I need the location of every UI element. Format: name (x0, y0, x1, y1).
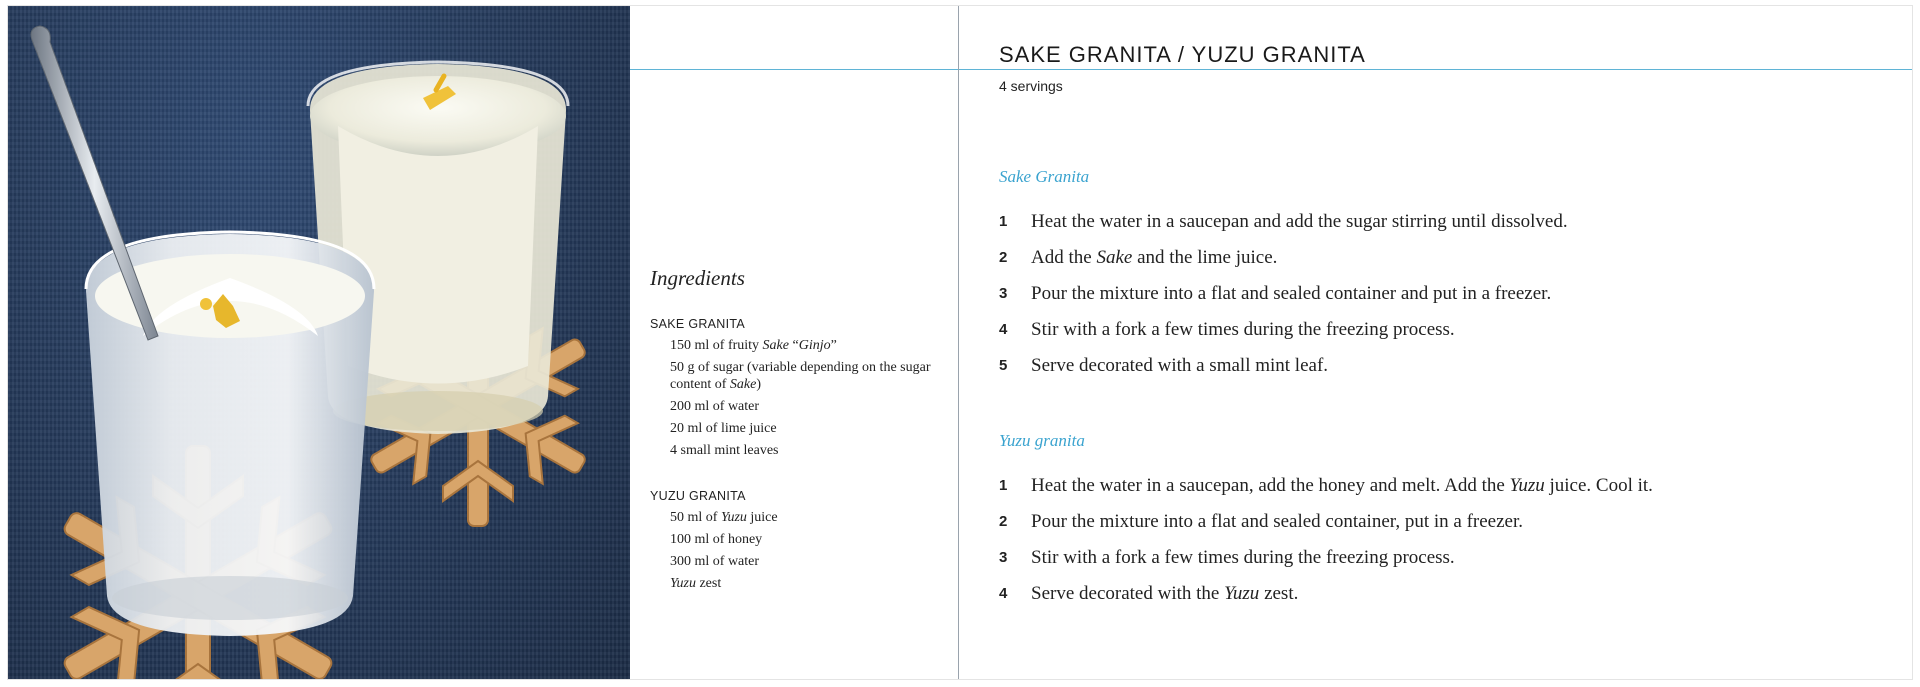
yuzu-granita-steps (999, 474, 1653, 618)
ingredients-list-yuzu (650, 509, 940, 592)
step-item: 1 Heat the water in a saucepan, add the honey and melt. Add the Yuzu juice. Cool it. (999, 475, 1653, 496)
ingredients-panel (650, 266, 940, 622)
sake-granita-subtitle: Sake Granita (999, 167, 1090, 186)
ingredient-item: 150 ml of fruity Sake “Ginjo” (670, 338, 837, 353)
ingredients-section-sake: SAKE GRANITA (650, 317, 746, 331)
ingredient-item: 20 ml of lime juice (670, 421, 777, 436)
ingredient-item: 50 g of sugar (variable depending on the sugar content of Sake) (670, 360, 931, 392)
servings: 4 servings (999, 78, 1063, 94)
step-item: 5 Serve decorated with a small mint leaf. (999, 355, 1329, 376)
ingredient-item: 300 ml of water (670, 554, 760, 569)
sake-granita-steps (999, 210, 1568, 390)
ingredients-list-sake (650, 337, 940, 459)
ingredients-title: Ingredients (650, 266, 745, 290)
step-item: 1 Heat the water in a saucepan and add the sugar stirring until dissolved. (999, 211, 1568, 232)
step-item: 2 Add the Sake and the lime juice. (999, 247, 1278, 268)
step-item: 2 Pour the mixture into a flat and sealed container, put in a freezer. (999, 511, 1523, 532)
granita-illustration (8, 6, 630, 679)
ingredient-item: 200 ml of water (670, 399, 760, 414)
recipe-title: SAKE GRANITA / YUZU GRANITA (999, 42, 1366, 67)
ingredient-item: Yuzu zest (670, 576, 722, 591)
ingredients-section-yuzu: YUZU GRANITA (650, 489, 746, 503)
step-item: 4 Stir with a fork a few times during the freezing process. (999, 319, 1455, 340)
step-item: 3 Stir with a fork a few times during the freezing process. (999, 547, 1455, 568)
recipe-panel (999, 42, 1879, 604)
ingredient-item: 4 small mint leaves (670, 443, 779, 458)
page-gutter (958, 6, 959, 679)
ingredient-item: 100 ml of honey (670, 532, 763, 547)
step-item: 3 Pour the mixture into a flat and sealed container and put in a freezer. (999, 283, 1552, 304)
step-item: 4 Serve decorated with the Yuzu zest. (999, 583, 1299, 604)
book-spread (8, 6, 1912, 679)
yuzu-granita-subtitle: Yuzu granita (999, 431, 1085, 450)
ingredient-item: 50 ml of Yuzu juice (670, 510, 778, 525)
granita-photo (8, 6, 630, 679)
